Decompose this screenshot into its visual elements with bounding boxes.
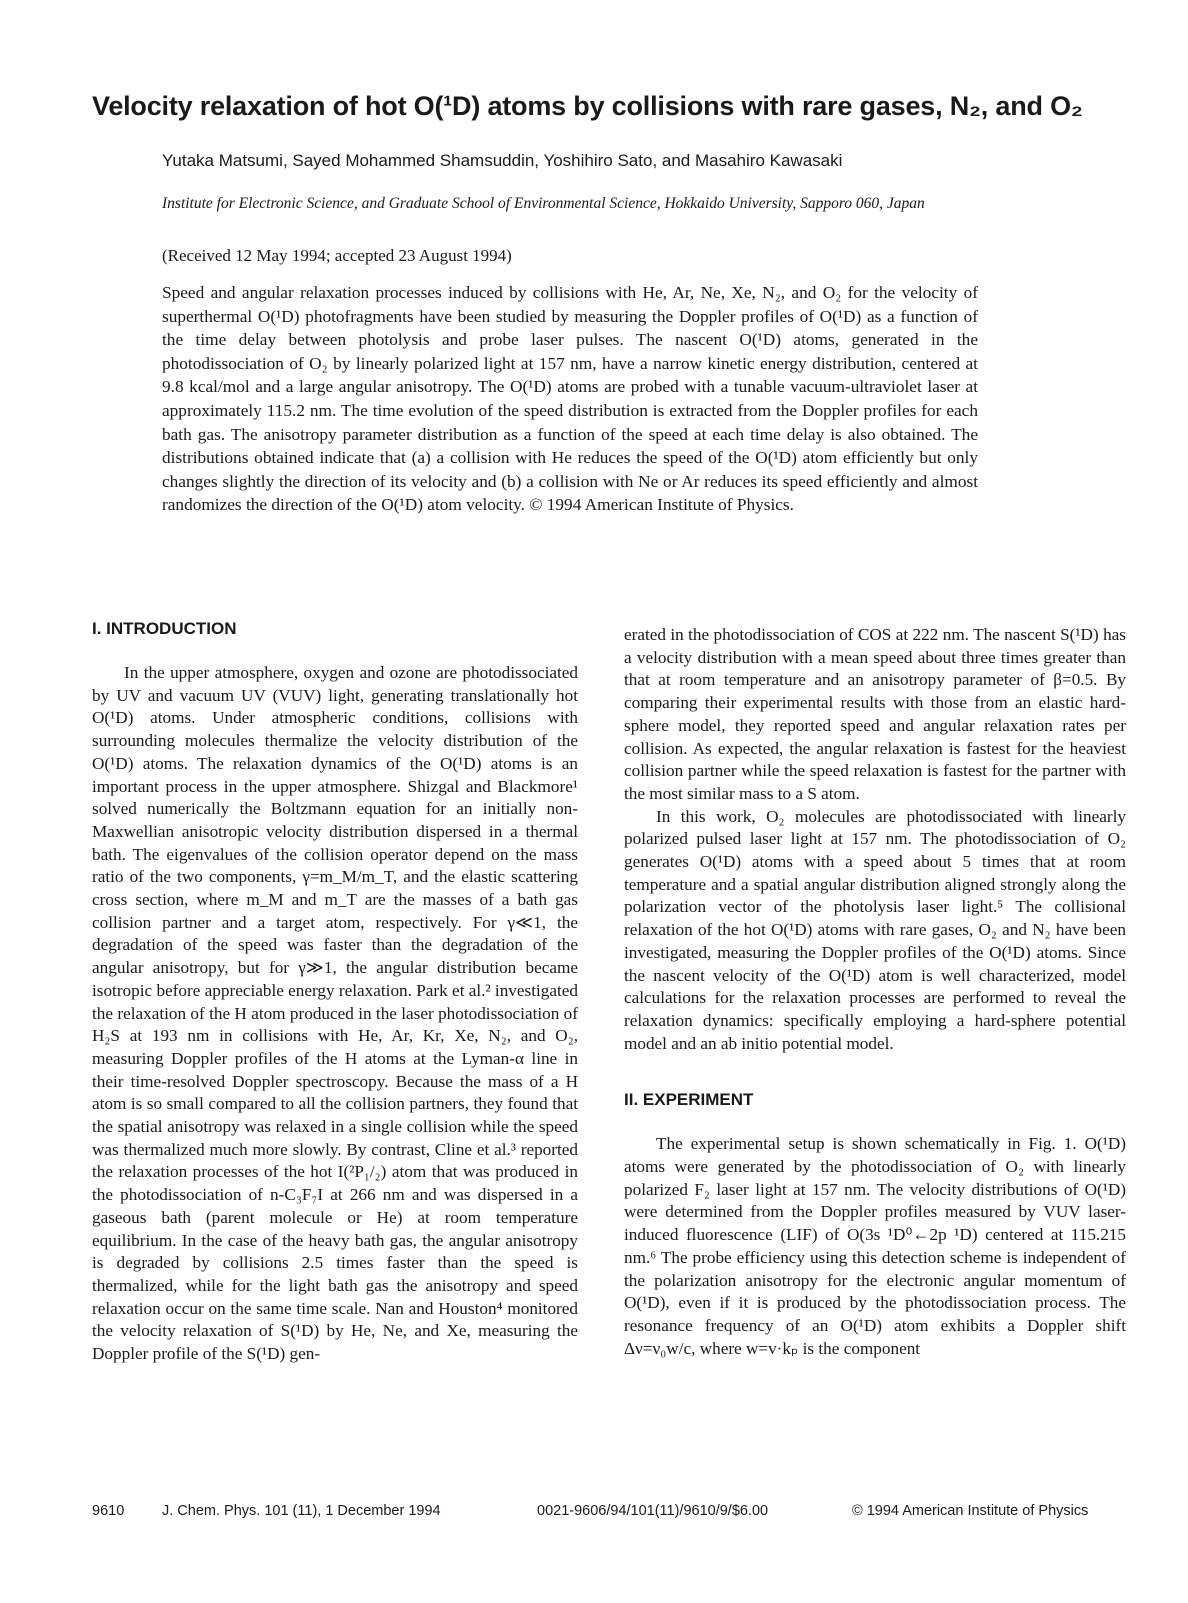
left-column — [92, 618, 578, 1366]
introduction-paragraph-2: In this work, O₂ molecules are photodissociated with linearly polarized pulsed laser light at 157 nm. The photodissociation of O₂ generates O(¹D) atoms with a speed about 5 times that at room temperature and a spatial angular distribution aligned strongly along the polarization vector of the photolysis laser light.⁵ The collisional relaxation of the hot O(¹D) atoms with rare gases, O₂ and N₂ have been investigated, measuring the Doppler profiles of the O(¹D) atoms. Since the nascent velocity of the O(¹D) atom is well characterized, model calculations for the relaxation processes are performed to reveal the relaxation dynamics: specifically employing a hard-sphere potential model and an ab initio potential model. — [624, 806, 1126, 1053]
abstract: Speed and angular relaxation processes induced by collisions with He, Ar, Ne, Xe, N₂, and O₂ for the velocity of superthermal O(¹D) photofragments have been studied by measuring the Doppler profiles of O(¹D) as a function of the time delay between photolysis and probe laser pulses. The nascent O(¹D) atoms, generated in the photodissociation of O₂ by linearly polarized light at 157 nm, have a narrow kinetic energy distribution, centered at 9.8 kcal/mol and a large angular anisotropy. The O(¹D) atoms are probed with a tunable vacuum-ultraviolet laser at approximately 115.2 nm. The time evolution of the speed distribution is extracted from the Doppler profiles for each bath gas. The anisotropy parameter distribution as a function of the speed at each time delay is also obtained. The distributions obtained indicate that (a) a collision with He reduces the speed of the O(¹D) atom efficiently but only changes slightly the direction of its velocity and (b) a collision with Ne or Ar reduces its speed efficiently and almost randomizes the direction of the O(¹D) atom velocity. © 1994 American Institute of Physics. — [162, 283, 978, 515]
section-spacer — [624, 1055, 1126, 1089]
section-heading-introduction: I. INTRODUCTION — [92, 619, 237, 638]
page-number: 9610 — [92, 1503, 125, 1519]
experiment-paragraph-1: The experimental setup is shown schematically in Fig. 1. O(¹D) atoms were generated by the photodissociation of O₂ with linearly polarized F₂ laser light at 157 nm. The velocity distributions of O(¹D) were determined from the Doppler profiles measured by VUV laser-induced fluorescence (LIF) of O(3s ¹D⁰←2p ¹D) centered at 115.215 nm.⁶ The probe efficiency using this detection scheme is independent of the polarization anisotropy for the electronic angular momentum of O(¹D), even if it is produced by the photodissociation process. The resonance frequency of an O(¹D) atom exhibits a Doppler shift Δν=ν₀w/c, where w=v·kₚ is the component — [624, 1134, 1126, 1358]
article-code: 0021-9606/94/101(11)/9610/9/$6.00 — [537, 1503, 769, 1519]
received-date: (Received 12 May 1994; accepted 23 August 1994) — [162, 246, 512, 265]
introduction-paragraph-1-continued: erated in the photodissociation of COS at 222 nm. The nascent S(¹D) has a velocity distribution with a mean speed about three times greater than that at room temperature and an anisotropy parameter of β=0.5. By comparing their experimental results with those from an elastic hard-sphere model, they reported speed and angular relaxation rates per collision. As expected, the angular relaxation is fastest for the heaviest collision partner while the speed relaxation is fastest for the partner with the most similar mass to a S atom. — [624, 625, 1126, 803]
author-list: Yutaka Matsumi, Sayed Mohammed Shamsuddin, Yoshihiro Sato, and Masahiro Kawasaki — [162, 151, 843, 170]
page-footer — [92, 1500, 1132, 1522]
right-column — [624, 624, 1126, 1360]
paper-title: Velocity relaxation of hot O(¹D) atoms by collisions with rare gases, N₂, and O₂ — [92, 91, 1083, 122]
journal-citation: J. Chem. Phys. 101 (11), 1 December 1994 — [162, 1503, 441, 1519]
affiliation: Institute for Electronic Science, and Graduate School of Environmental Science, Hokkaido University, Sapporo 060, Japan — [162, 195, 925, 212]
introduction-paragraph-1: In the upper atmosphere, oxygen and ozone are photodissociated by UV and vacuum UV (VUV) light, generating translationally hot O(¹D) atoms. Under atmospheric conditions, collisions with surrounding molecules thermalize the velocity distribution of the O(¹D) atoms. The relaxation dynamics of the O(¹D) atoms is an important process in the upper atmosphere. Shizgal and Blackmore¹ solved numerically the Boltzmann equation for an initially non-Maxwellian anisotropic velocity distribution dispersed in a thermal bath. The eigenvalues of the collision operator depend on the mass ratio of the two components, γ=m_M/m_T, and the elastic scattering cross section, where m_M and m_T are the masses of a bath gas collision partner and a target atom, respectively. For γ≪1, the degradation of the speed was faster than the degradation of the angular anisotropy, but for γ≫1, the angular distribution became isotropic before appreciable energy relaxation. Park et al.² investigated the relaxation of the H atom produced in the laser photodissociation of H₂S at 193 nm in collisions with He, Ar, Kr, Xe, N₂, and O₂, measuring Doppler profiles of the H atoms at the Lyman-α line in their time-resolved Doppler spectroscopy. Because the mass of a H atom is so small compared to all the collision partners, they found that the spatial anisotropy was relaxed in a single collision while the speed was thermalized much more slowly. By contrast, Cline et al.³ reported the relaxation processes of the hot I(²P₁/₂) atom that was produced in the photodissociation of n-C₃F₇I at 266 nm and was dispersed in a gaseous bath (parent molecule or He) at room temperature equilibrium. In the case of the heavy bath gas, the angular anisotropy is degraded by collisions 2.5 times faster than the speed is thermalized, while for the light bath gas the anisotropy and speed relaxation occur on the same time scale. Nan and Houston⁴ monitored the velocity relaxation of S(¹D) by He, Ne, and Xe, measuring the Doppler profile of the S(¹D) gen- — [92, 663, 578, 1364]
copyright-notice: © 1994 American Institute of Physics — [852, 1503, 1089, 1519]
section-heading-experiment: II. EXPERIMENT — [624, 1090, 754, 1110]
